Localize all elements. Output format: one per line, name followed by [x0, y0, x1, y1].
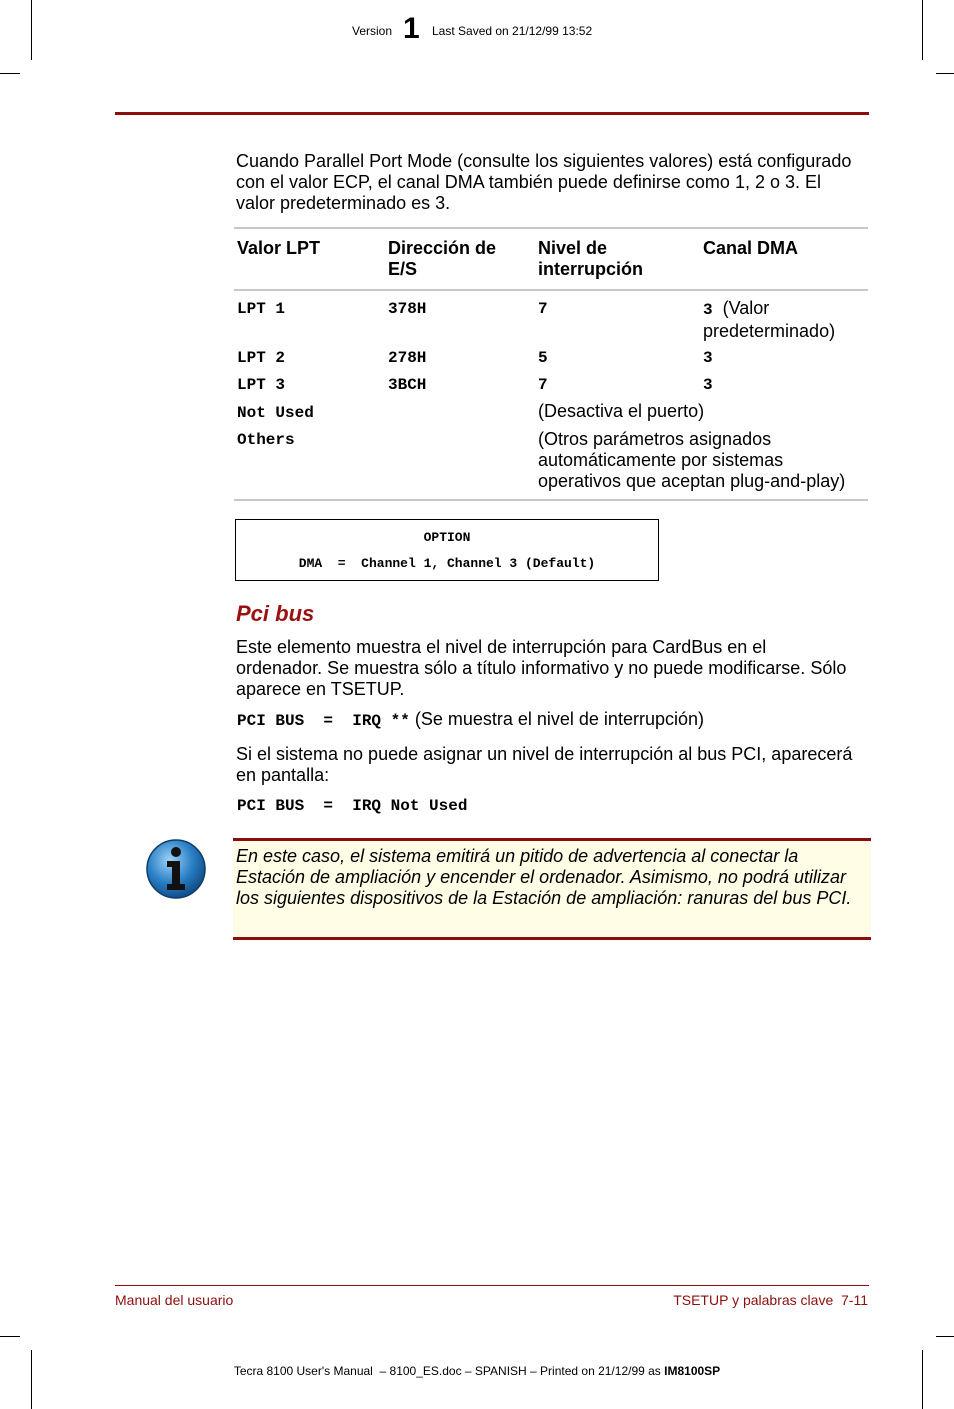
code-text: PCI BUS = IRQ **: [237, 712, 410, 730]
table-cell-dma: 3: [703, 376, 713, 394]
table-cell-lpt: LPT 1: [237, 300, 286, 318]
table-cell-description: (Desactiva el puerto): [538, 401, 705, 421]
col-header-dma: Canal DMA: [703, 238, 799, 258]
pci-code-line-2: PCI BUS = IRQ Not Used: [237, 797, 468, 815]
print-line-code: IM8100SP: [664, 1364, 721, 1378]
col-header-irq: [538, 238, 643, 280]
info-icon: [145, 838, 207, 905]
table-cell-lpt: LPT 3: [237, 376, 286, 394]
crop-mark: [0, 1336, 20, 1337]
col-header-address: [388, 238, 496, 280]
crop-mark: [922, 0, 923, 60]
crop-mark: [31, 0, 32, 60]
col-header-address-line1: Dirección de: [388, 238, 497, 258]
pci-paragraph-2: Si el sistema no puede asignar un nivel de interrupción al bus PCI, aparecerá en pantalla:: [236, 744, 853, 785]
note-text: En este caso, el sistema emitirá un pitido de advertencia al conectar la Estación de ampliación y encender el ordenador. Asimismo, no podrá utilizar los siguientes dispositivos de la Estación de ampliación: ranuras del bus PCI.: [236, 846, 852, 908]
table-cell-lpt: Others: [237, 431, 295, 449]
table-cell-address: 3BCH: [388, 376, 427, 394]
crop-mark: [936, 1336, 954, 1337]
table-cell-dma: 3: [703, 349, 713, 367]
table-cell-lpt: LPT 2: [237, 349, 286, 367]
dma-value: 3: [703, 301, 713, 319]
table-cell-irq: 7: [538, 376, 548, 394]
version-number: 1: [403, 12, 420, 45]
table-cell-address: 378H: [388, 300, 427, 318]
col-header-lpt: Valor LPT: [237, 238, 321, 258]
print-line-text: Tecra 8100 User's Manual – 8100_ES.doc – SPANISH – Printed on 21/12/99 as: [233, 1364, 665, 1378]
print-line: [0, 1364, 954, 1378]
dma-note-line1: (Valor: [722, 298, 770, 318]
option-title: OPTION: [423, 530, 471, 545]
table-cell-irq: 5: [538, 349, 548, 367]
others-desc-line3: operativos que aceptan plug-and-play): [538, 471, 846, 491]
pci-paragraph-1: Este elemento muestra el nivel de interrupción para CardBus en el ordenador. Se muestra sólo a título informativo y no puede modificarse. Sólo aparece en TSETUP.: [236, 637, 847, 699]
crop-mark: [31, 1350, 32, 1409]
version-label: Version: [352, 24, 393, 38]
intro-paragraph: Cuando Parallel Port Mode (consulte los siguientes valores) está configurado con el valor ECP, el canal DMA también puede definirse como 1, 2 o 3. El valor predeterminado es 3.: [236, 151, 852, 213]
col-header-irq-line2: interrupción: [538, 259, 644, 279]
option-line: DMA = Channel 1, Channel 3 (Default): [298, 556, 596, 571]
footer-left: Manual del usuario: [115, 1292, 234, 1308]
col-header-address-line2: E/S: [388, 259, 418, 279]
table-top-rule: [234, 227, 868, 229]
dma-note-line2: predeterminado): [703, 321, 836, 341]
others-desc-line1: (Otros parámetros asignados: [538, 429, 772, 449]
col-header-irq-line1: Nivel de: [538, 238, 608, 258]
others-desc-line2: automáticamente por sistemas: [538, 450, 784, 470]
table-cell-description: [538, 429, 845, 492]
table-cell-address: 278H: [388, 349, 427, 367]
table-header-rule: [234, 289, 868, 291]
section-title: Pci bus: [236, 601, 315, 626]
footer-rule: [115, 1285, 869, 1286]
crop-mark: [922, 1350, 923, 1409]
option-box: [235, 519, 659, 581]
crop-mark: [936, 73, 954, 74]
header-rule: [115, 112, 869, 115]
table-bottom-rule: [234, 499, 868, 501]
footer-right: TSETUP y palabras clave 7-11: [673, 1292, 868, 1308]
table-cell-lpt: Not Used: [237, 404, 314, 422]
table-cell-dma: [703, 298, 835, 342]
table-cell-irq: 7: [538, 300, 548, 318]
crop-mark: [0, 73, 20, 74]
pci-code-line-1: [237, 709, 704, 732]
last-saved: Last Saved on 21/12/99 13:52: [432, 24, 593, 38]
code-note: (Se muestra el nivel de interrupción): [414, 709, 704, 729]
